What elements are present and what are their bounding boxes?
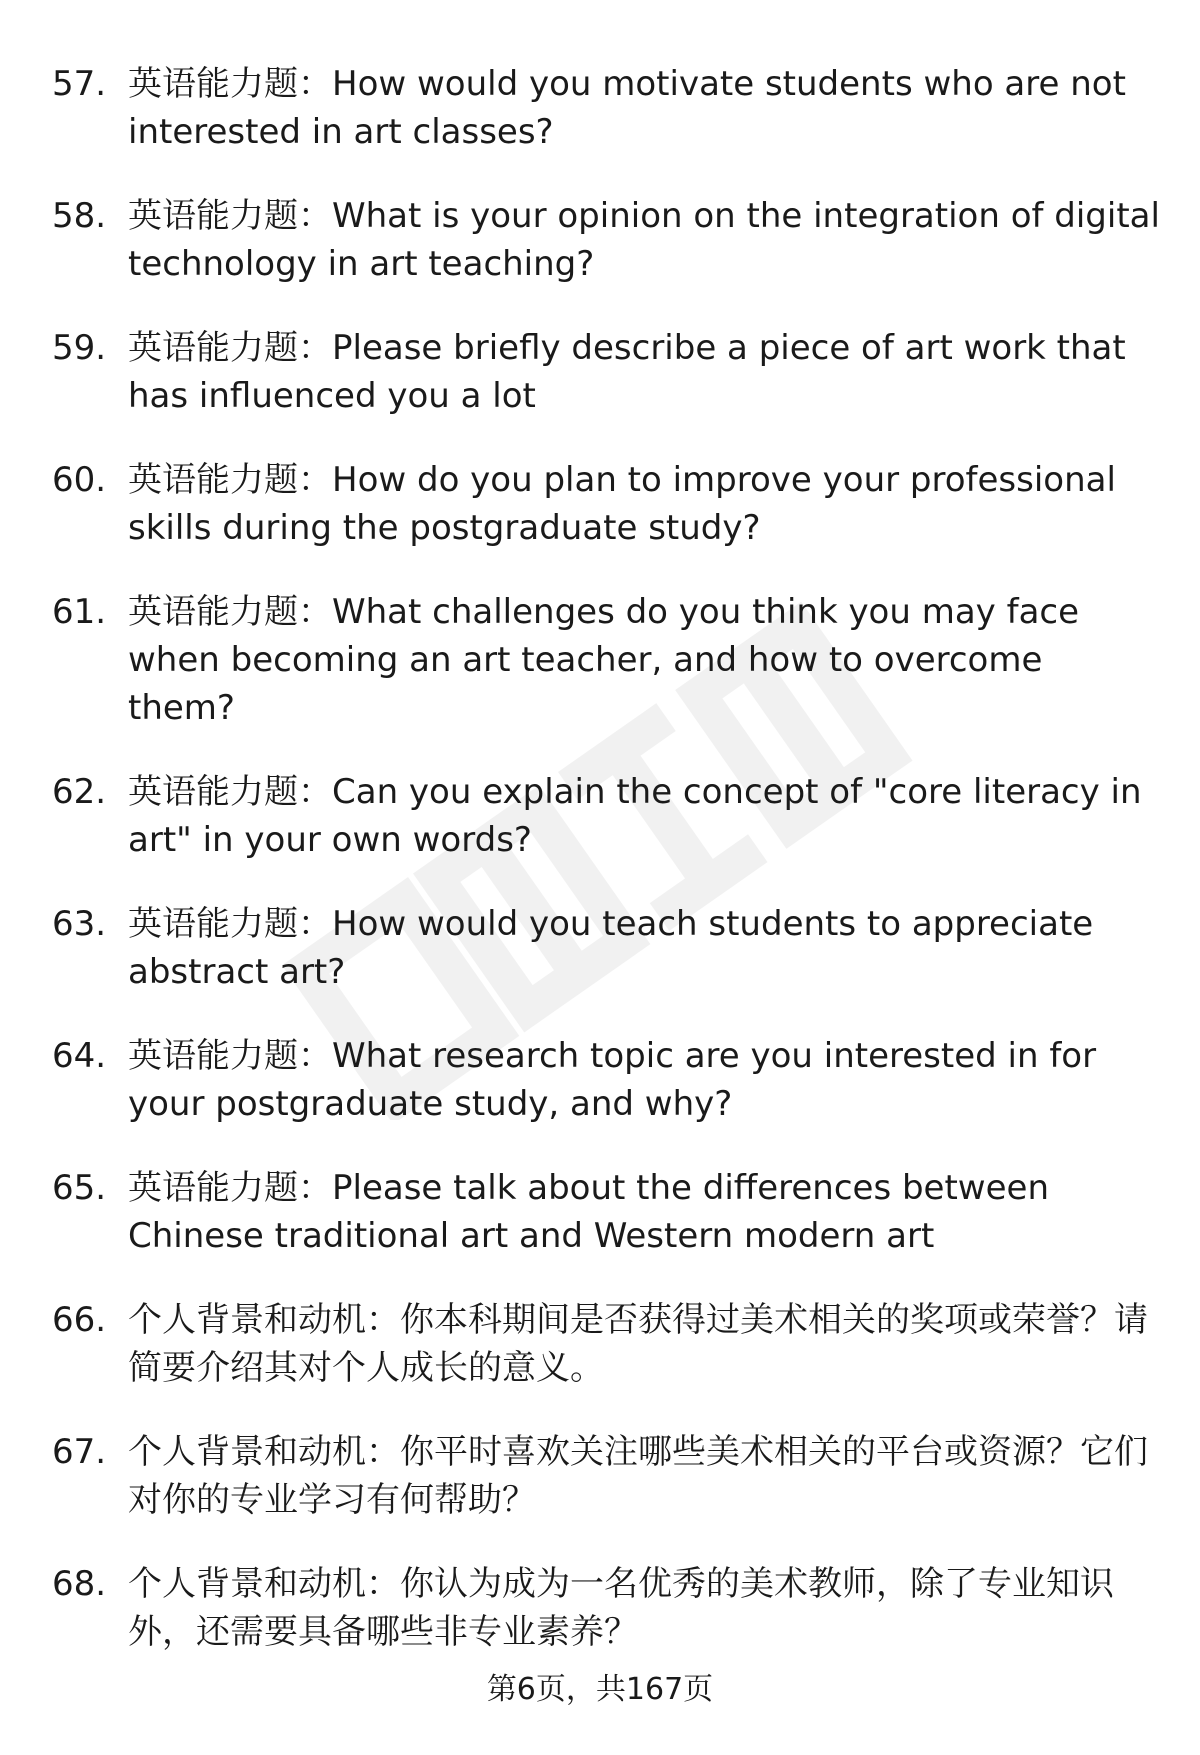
question-text: 英语能力题：Please briefly describe a piece of art work that has influenced you a lot xyxy=(128,328,1126,416)
list-item xyxy=(52,900,1160,996)
list-item xyxy=(52,1560,1160,1656)
list-item xyxy=(52,324,1160,420)
question-text: 英语能力题：What challenges do you think you may face when becoming an art teacher, and how to overcome them? xyxy=(128,592,1080,728)
question-number: 63. xyxy=(52,904,107,944)
question-text: 个人背景和动机：你本科期间是否获得过美术相关的奖项或荣誉？请简要介绍其对个人成长的意义。 xyxy=(128,1300,1148,1388)
question-text: 英语能力题：What research topic are you interested in for your postgraduate study, and why? xyxy=(128,1036,1097,1124)
list-item xyxy=(52,1296,1160,1392)
list-item xyxy=(52,588,1160,732)
question-number: 58. xyxy=(52,196,107,236)
question-number: 59. xyxy=(52,328,107,368)
page-footer: 第6页，共167页 xyxy=(486,1672,714,1707)
question-number: 66. xyxy=(52,1300,107,1340)
question-text: 个人背景和动机：你认为成为一名优秀的美术教师，除了专业知识外，还需要具备哪些非专业素养？ xyxy=(128,1564,1114,1652)
question-text: 英语能力题：How would you teach students to appreciate abstract art? xyxy=(128,904,1094,992)
question-number: 61. xyxy=(52,592,107,632)
question-text: 英语能力题：Please talk about the differences between Chinese traditional art and Western modern art xyxy=(128,1168,1049,1256)
question-number: 62. xyxy=(52,772,107,812)
question-number: 68. xyxy=(52,1564,107,1604)
question-text: 英语能力题：Can you explain the concept of "core literacy in art" in your own words? xyxy=(128,772,1142,860)
list-item xyxy=(52,768,1160,864)
list-item xyxy=(52,1164,1160,1260)
question-text: 英语能力题：How do you plan to improve your professional skills during the postgraduate study? xyxy=(128,460,1116,548)
list-item xyxy=(52,1032,1160,1128)
question-number: 64. xyxy=(52,1036,107,1076)
question-text: 英语能力题：What is your opinion on the integration of digital technology in art teaching? xyxy=(128,196,1160,284)
list-item xyxy=(52,456,1160,552)
question-number: 60. xyxy=(52,460,107,500)
question-number: 65. xyxy=(52,1168,107,1208)
question-number: 67. xyxy=(52,1432,107,1472)
question-text: 英语能力题：How would you motivate students who are not interested in art classes? xyxy=(128,64,1126,152)
list-item xyxy=(52,60,1160,156)
list-item xyxy=(52,1428,1160,1524)
question-number: 57. xyxy=(52,64,107,104)
list-item xyxy=(52,192,1160,288)
question-text: 个人背景和动机：你平时喜欢关注哪些美术相关的平台或资源？它们对你的专业学习有何帮助？ xyxy=(128,1432,1148,1520)
question-list xyxy=(52,60,1160,1692)
